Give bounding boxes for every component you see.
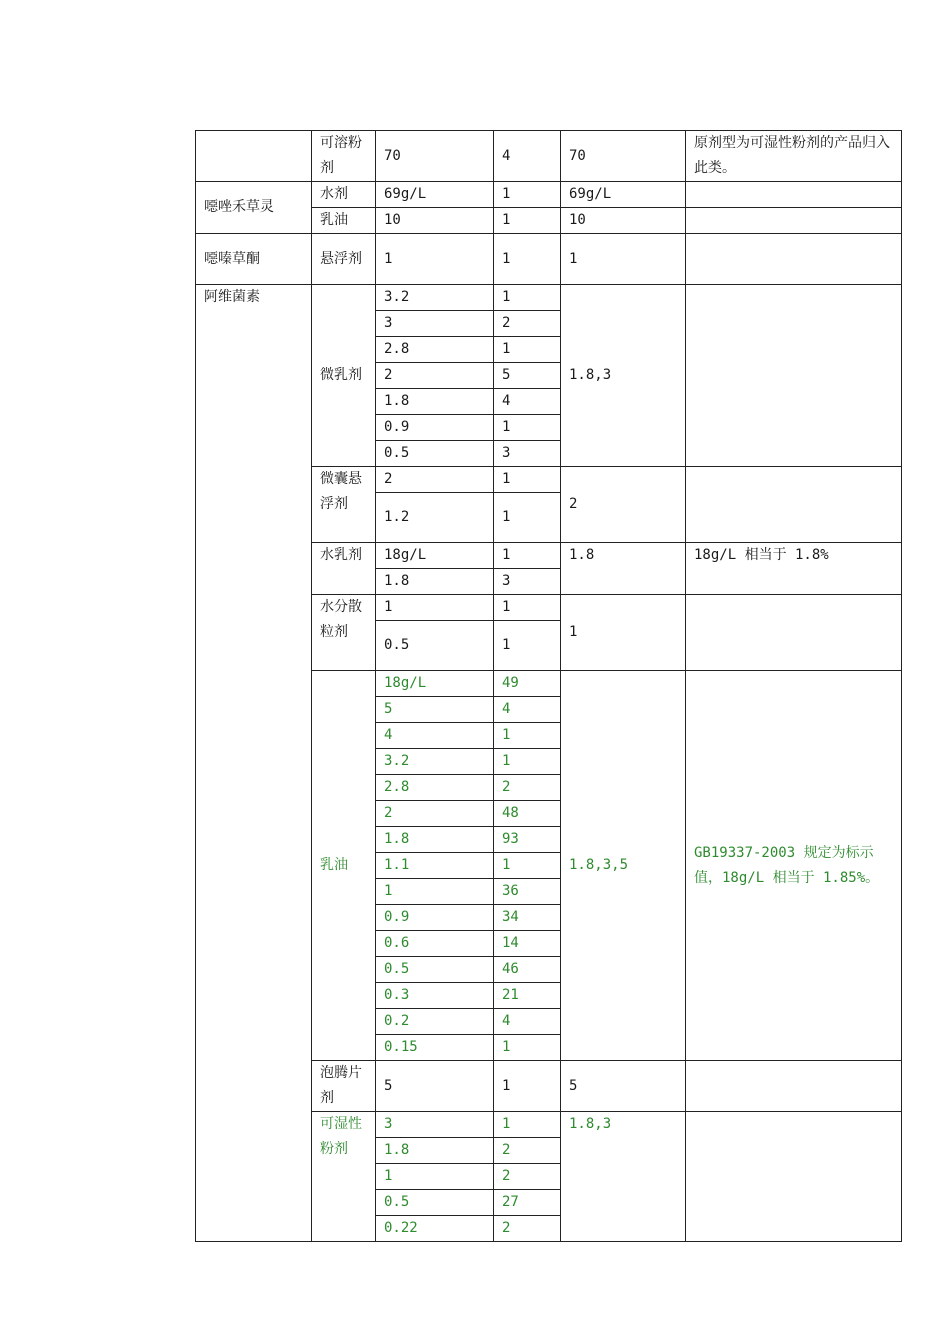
formulation-cell: 水乳剂 (312, 543, 376, 595)
formulation-cell: 泡腾片剂 (312, 1061, 376, 1112)
count-cell: 1 (494, 621, 561, 671)
content-cell: 5 (376, 697, 494, 723)
table-cell (196, 131, 312, 182)
count-cell: 1 (494, 595, 561, 621)
formulation-cell: 水剂 (312, 182, 376, 208)
count-cell: 48 (494, 801, 561, 827)
count-cell: 2 (494, 1138, 561, 1164)
count-cell: 1 (494, 1112, 561, 1138)
content-cell: 0.5 (376, 621, 494, 671)
content-cell: 0.3 (376, 983, 494, 1009)
standard-cell: 2 (561, 467, 686, 543)
content-cell: 1 (376, 879, 494, 905)
note-cell: GB19337-2003 规定为标示值，18g/L 相当于 1.85%。 (686, 671, 902, 1061)
active-ingredient-cell: 噁唑禾草灵 (196, 182, 312, 234)
count-cell: 27 (494, 1190, 561, 1216)
count-cell: 1 (494, 467, 561, 493)
standard-cell: 1.8,3,5 (561, 671, 686, 1061)
count-cell: 1 (494, 1061, 561, 1112)
count-cell: 1 (494, 182, 561, 208)
count-cell: 1 (494, 208, 561, 234)
formulation-cell: 可湿性粉剂 (312, 1112, 376, 1242)
content-cell: 0.22 (376, 1216, 494, 1242)
count-cell: 34 (494, 905, 561, 931)
content-cell: 0.5 (376, 1190, 494, 1216)
standard-cell: 1.8 (561, 543, 686, 595)
formulation-cell: 微囊悬浮剂 (312, 467, 376, 543)
content-cell: 0.6 (376, 931, 494, 957)
content-cell: 0.5 (376, 957, 494, 983)
content-cell: 0.9 (376, 905, 494, 931)
count-cell: 4 (494, 389, 561, 415)
count-cell: 2 (494, 311, 561, 337)
note-cell (686, 285, 902, 467)
content-cell: 1 (376, 1164, 494, 1190)
content-cell: 0.15 (376, 1035, 494, 1061)
content-cell: 1 (376, 234, 494, 285)
note-cell (686, 182, 902, 208)
content-cell: 2 (376, 363, 494, 389)
content-cell: 0.5 (376, 441, 494, 467)
content-cell: 1.8 (376, 569, 494, 595)
note-cell (686, 1061, 902, 1112)
note-cell (686, 1112, 902, 1242)
content-cell: 2 (376, 467, 494, 493)
count-cell: 1 (494, 1035, 561, 1061)
content-cell: 2.8 (376, 775, 494, 801)
content-cell: 3 (376, 311, 494, 337)
content-cell: 0.9 (376, 415, 494, 441)
count-cell: 2 (494, 1164, 561, 1190)
count-cell: 14 (494, 931, 561, 957)
standard-cell: 5 (561, 1061, 686, 1112)
count-cell: 5 (494, 363, 561, 389)
count-cell: 3 (494, 441, 561, 467)
active-ingredient-cell: 阿维菌素 (196, 285, 312, 1242)
standard-cell: 69g/L (561, 182, 686, 208)
note-cell (686, 208, 902, 234)
count-cell: 2 (494, 775, 561, 801)
active-ingredient-cell: 噁嗪草酮 (196, 234, 312, 285)
content-cell: 70 (376, 131, 494, 182)
count-cell: 36 (494, 879, 561, 905)
standard-cell: 10 (561, 208, 686, 234)
content-cell: 3 (376, 1112, 494, 1138)
content-cell: 3.2 (376, 749, 494, 775)
count-cell: 1 (494, 493, 561, 543)
count-cell: 4 (494, 697, 561, 723)
content-cell: 2 (376, 801, 494, 827)
content-cell: 4 (376, 723, 494, 749)
standard-cell: 1.8,3 (561, 285, 686, 467)
count-cell: 1 (494, 234, 561, 285)
count-cell: 1 (494, 415, 561, 441)
formulation-cell: 可溶粉剂 (312, 131, 376, 182)
note-cell: 18g/L 相当于 1.8% (686, 543, 902, 595)
count-cell: 93 (494, 827, 561, 853)
note-cell (686, 234, 902, 285)
formulation-cell: 悬浮剂 (312, 234, 376, 285)
formulation-cell: 乳油 (312, 208, 376, 234)
content-cell: 1.8 (376, 827, 494, 853)
standard-cell: 1 (561, 595, 686, 671)
count-cell: 1 (494, 723, 561, 749)
count-cell: 1 (494, 749, 561, 775)
content-cell: 1.2 (376, 493, 494, 543)
count-cell: 49 (494, 671, 561, 697)
content-cell: 2.8 (376, 337, 494, 363)
content-cell: 1.8 (376, 1138, 494, 1164)
content-cell: 0.2 (376, 1009, 494, 1035)
content-cell: 18g/L (376, 671, 494, 697)
content-cell: 10 (376, 208, 494, 234)
content-cell: 1.8 (376, 389, 494, 415)
count-cell: 2 (494, 1216, 561, 1242)
content-cell: 1.1 (376, 853, 494, 879)
content-cell: 3.2 (376, 285, 494, 311)
content-cell: 5 (376, 1061, 494, 1112)
content-cell: 18g/L (376, 543, 494, 569)
content-cell: 1 (376, 595, 494, 621)
count-cell: 1 (494, 285, 561, 311)
count-cell: 1 (494, 853, 561, 879)
note-cell: 原剂型为可湿性粉剂的产品归入此类。 (686, 131, 902, 182)
formulation-cell: 微乳剂 (312, 285, 376, 467)
count-cell: 4 (494, 131, 561, 182)
note-cell (686, 595, 902, 671)
count-cell: 1 (494, 337, 561, 363)
content-cell: 69g/L (376, 182, 494, 208)
count-cell: 3 (494, 569, 561, 595)
standard-cell: 70 (561, 131, 686, 182)
formulation-cell: 水分散粒剂 (312, 595, 376, 671)
count-cell: 46 (494, 957, 561, 983)
standard-cell: 1.8,3 (561, 1112, 686, 1242)
count-cell: 1 (494, 543, 561, 569)
count-cell: 21 (494, 983, 561, 1009)
count-cell: 4 (494, 1009, 561, 1035)
standard-cell: 1 (561, 234, 686, 285)
pesticide-content-table (195, 130, 902, 1242)
note-cell (686, 467, 902, 543)
formulation-cell: 乳油 (312, 671, 376, 1061)
